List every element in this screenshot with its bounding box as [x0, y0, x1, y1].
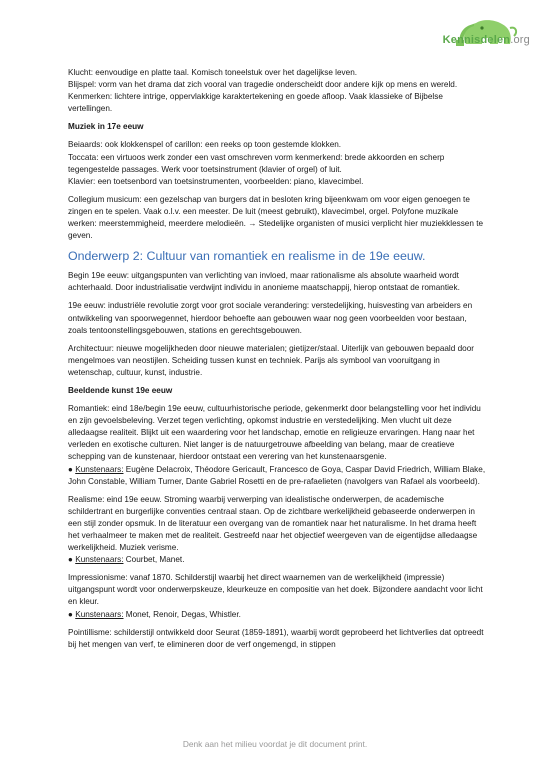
romantiek-kunstenaars: [68, 464, 486, 488]
collegium-paragraph: Collegium musicum: een gezelschap van burgers dat in besloten kring bijeenkwam om voor eigen genoegen te zingen en te spelen. Vaak o.l.v. een meester. De luit (meest gebruikt), klavecimbel, orgel. Polyfone muzikale werken: meerstemmigheid, meerdere melodieën. → Stedelijke organisten of musici verplicht hier muziekklessen te geven.: [68, 194, 484, 241]
pointillisme-paragraph: Pointillisme: schilderstijl ontwikkeld door Seurat (1859-1891), waarbij wordt geprobeerd het lichtverlies dat optreedt bij het mengen van verf, te elimineren door de verf ongemengd, in stippen: [68, 627, 484, 649]
kennisdelen-logo: [415, 14, 530, 54]
beiaards-paragraph: Beiaards: ook klokkenspel of carillon: een reeks op toon gestemde klokken.: [68, 140, 342, 150]
footer-note: Denk aan het milieu voordat je dit document print.: [182, 739, 368, 749]
eeuw19-paragraph: 19e eeuw: industriële revolutie zorgt voor grot sociale verandering: verstedelijking, huisvesting van arbeiders en ontwikkeling van spoorwegennet, hierdoor behoefte aan gebouwen waar nog geen voorbeelden voor bestaan, zoals tentoonstellingsgebouwen, stations en gerechtsgebouwen.: [68, 301, 473, 335]
realisme-paragraph: Realisme: eind 19e eeuw. Stroming waarbij verwerping van idealistische onderwerpen, de academische schildertrant en burgerlijke conventies centraal staan. Op de zichtbare werkelijkheid gebaseerde onderwerpen in een stijl zonder opsmuk. In de literatuur een overgang van de romantiek naar het naturalisme. In het drama heeft het verhaalmeer te maken met de realiteit. Gestreefd naar het objectief weergeven van de eigentijdse alledaagse werkelijkheid. Muziek verisme.: [68, 494, 478, 553]
beeldende-heading: Beeldende kunst 19e eeuw: [68, 385, 173, 395]
kunstenaars-label: Kunstenaars:: [75, 609, 124, 619]
bullet: ●: [68, 609, 73, 619]
klavier-paragraph: Klavier: een toetsenbord van toetsinstrumenten, voorbeelden: piano, klavecimbel.: [68, 176, 364, 186]
bullet: ●: [68, 464, 73, 474]
document-body: [68, 67, 486, 657]
realisme-kunstenaars-list: Courbet, Manet.: [123, 555, 185, 565]
bullet: ●: [68, 555, 73, 565]
impressionisme-kunstenaars: [68, 609, 486, 621]
romantiek-kunstenaars-list: Eugène Delacroix, Théodore Gericault, Francesco de Goya, Caspar David Friedrich, William Blake, John Constable, William Turner, Dante Gabriel Rosetti en de pre-rafaelieten (navolgers van Rafael als voorbeeld).: [68, 464, 486, 486]
logo-text: Kennisdelen.org: [442, 34, 530, 46]
kunstenaars-label: Kunstenaars:: [75, 464, 124, 474]
impressionisme-paragraph: Impressionisme: vanaf 1870. Schilderstijl waarbij het direct waarnemen van de werkelijkheid (impressie) uitgangspunt wordt voor onderwerpskeuze, kleurkeuze en compositie van het doek. Bijzondere aandacht voor licht en kleur.: [68, 573, 483, 607]
impressionisme-kunstenaars-list: Monet, Renoir, Degas, Whistler.: [123, 609, 241, 619]
muziek-heading: Muziek in 17e eeuw: [68, 122, 144, 132]
begin19-paragraph: Begin 19e eeuw: uitgangspunten van verlichting van invloed, maar rationalisme als absolute waarheid wordt achterhaald. Door industrialisatie verdwijnt individu in anonieme maatschappij, hierop ontstaat de romantiek.: [68, 271, 460, 293]
kunstenaars-label: Kunstenaars:: [75, 555, 124, 565]
onderwerp-heading: Onderwerp 2: Cultuur van romantiek en realisme in de 19e eeuw.: [68, 249, 426, 264]
toccata-paragraph: Toccata: een virtuoos werk zonder een vast omschreven vorm kenmerkend: brede akkoorden en scherp tegengestelde passages. Werk voor toetsinstrument (klavier of orgel) of luit.: [68, 152, 445, 174]
blijspel-paragraph: Blijspel: vorm van het drama dat zich vooral van tragedie onderscheidt door andere kijk op mens en wereld. Kenmerken: lichtere intrige, oppervlakkige karaktertekening en goede afloop. Vaak klassieke of Bijbelse vertellingen.: [68, 80, 458, 114]
klucht-paragraph: Klucht: eenvoudige en platte taal. Komisch toneelstuk over het dagelijkse leven.: [68, 68, 358, 77]
realisme-kunstenaars: [68, 554, 486, 566]
romantiek-paragraph: Romantiek: eind 18e/begin 19e eeuw, cultuurhistorische periode, gekenmerkt door belangstelling voor het individu en zijn gevoelsbeleving. Verzet tegen verlichting, opkomst industrie en verstedelijking. Men vlucht uit deze alledaagse realiteit. Blijkt uit een waardering voor het landschap, emotie en religieuze ervaringen. Hang naar het verleden en exotische culturen. Niet langer is de natuurgetrouwe afbeelding van belang, maar de creatieve schepping van de kunstenaar, hierdoor ontstaat een verering van het kunstenaarsgenie.: [68, 404, 481, 462]
architectuur-paragraph: Architectuur: nieuwe mogelijkheden door nieuwe materialen; gietijzer/staal. Uiterlijk van gebouwen bepaald door mengelmoes van neostijlen. Scheiding tussen kunst en techniek. Parijs als symbool van vooruitgang in wetenschap, cultuur, kunst, industrie.: [68, 343, 474, 377]
